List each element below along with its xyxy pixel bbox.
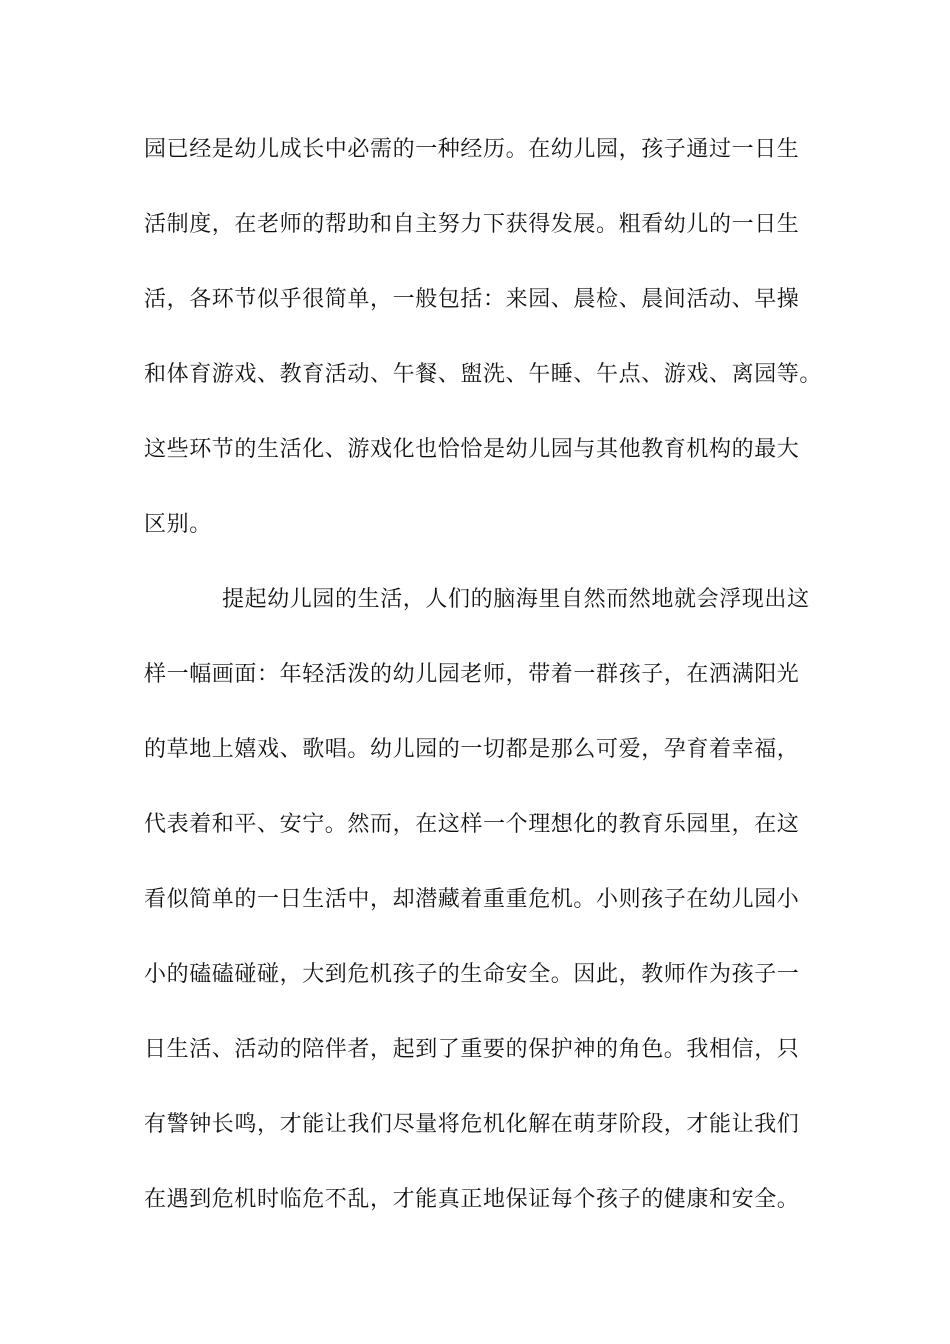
paragraph-1-line-6: 区别。 — [144, 512, 212, 537]
paragraph-2-line-7: 日生活、活动的陪伴者，起到了重要的保护神的角色。我相信，只 — [144, 1037, 800, 1062]
paragraph-1-line-5: 这些环节的生活化、游戏化也恰恰是幼儿园与其他教育机构的最大 — [144, 437, 800, 462]
paragraph-2-line-8: 有警钟长鸣，才能让我们尽量将危机化解在萌芽阶段，才能让我们 — [144, 1112, 800, 1137]
paragraph-1-line-2: 活制度，在老师的帮助和自主努力下获得发展。粗看幼儿的一日生 — [144, 212, 800, 237]
paragraph-2-line-5: 看似简单的一日生活中，却潜藏着重重危机。小则孩子在幼儿园小 — [144, 887, 800, 912]
paragraph-2-line-6: 小的磕磕碰碰，大到危机孩子的生命安全。因此，教师作为孩子一 — [144, 962, 800, 987]
paragraph-1-line-1: 园已经是幼儿成长中必需的一种经历。在幼儿园，孩子通过一日生 — [144, 137, 800, 162]
paragraph-1-line-3: 活，各环节似乎很简单，一般包括：来园、晨检、晨间活动、早操 — [144, 287, 800, 312]
paragraph-2-line-2: 样一幅画面：年轻活泼的幼儿园老师，带着一群孩子，在洒满阳光 — [144, 662, 800, 687]
paragraph-2-line-3: 的草地上嬉戏、歌唱。幼儿园的一切都是那么可爱，孕育着幸福， — [144, 737, 800, 762]
paragraph-2-line-4: 代表着和平、安宁。然而，在这样一个理想化的教育乐园里，在这 — [144, 812, 800, 837]
paragraph-1-line-4: 和体育游戏、教育活动、午餐、盥洗、午睡、午点、游戏、离园等。 — [144, 362, 823, 387]
paragraph-2-line-9: 在遇到危机时临危不乱，才能真正地保证每个孩子的健康和安全。 — [144, 1187, 800, 1212]
paragraph-2-line-1: 提起幼儿园的生活，人们的脑海里自然而然地就会浮现出这 — [222, 587, 810, 612]
